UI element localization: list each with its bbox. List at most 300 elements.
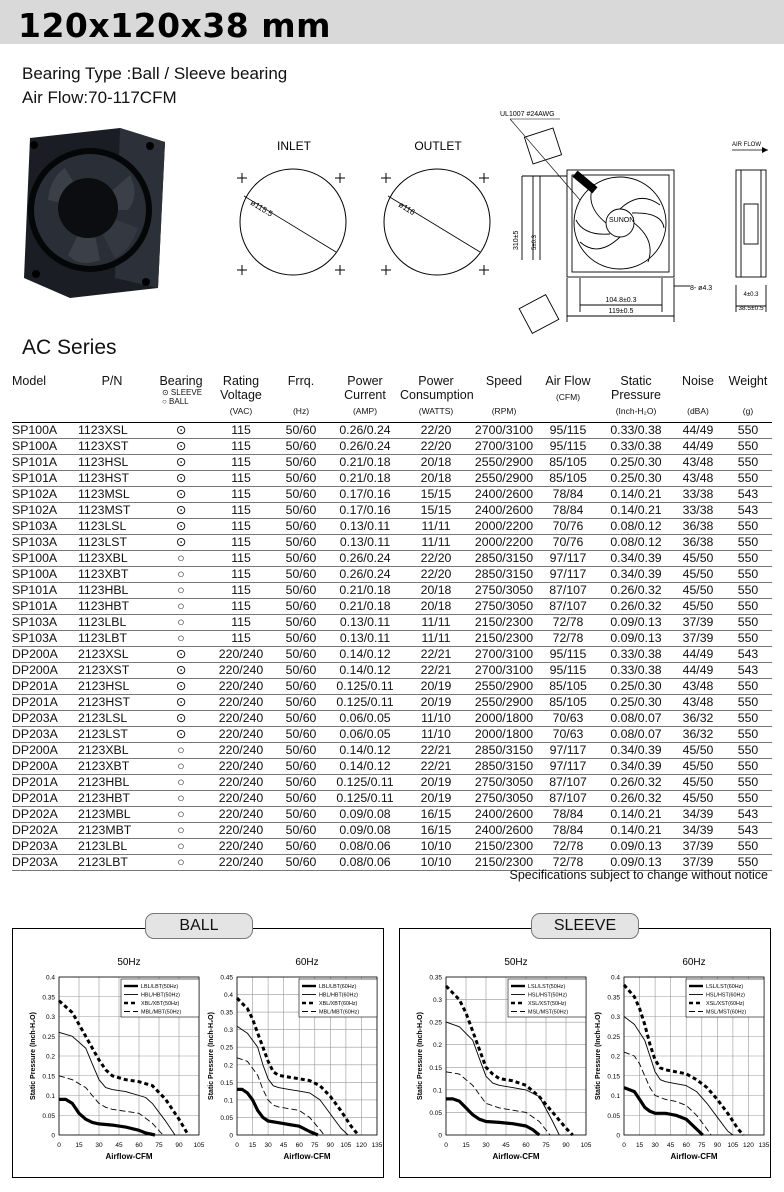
table-cell: 0.09/0.13 bbox=[600, 630, 672, 646]
legend-label: HBL/HBT(60Hz) bbox=[319, 992, 358, 999]
table-cell: 2400/2600 bbox=[472, 486, 536, 502]
y-tick-label: 0.4 bbox=[610, 974, 620, 982]
header-model: Model bbox=[12, 370, 72, 422]
table-cell: 2150/2300 bbox=[472, 838, 536, 854]
table-cell: DP201A bbox=[12, 694, 72, 710]
x-axis-label: Airflow-CFM bbox=[283, 1152, 331, 1161]
hole-dim: 8- ø4.3 bbox=[690, 285, 713, 292]
table-cell: ⊙ bbox=[152, 502, 210, 518]
x-tick-label: 45 bbox=[115, 1142, 123, 1149]
table-cell: 550 bbox=[724, 838, 772, 854]
table-cell: 20/19 bbox=[400, 774, 472, 790]
y-tick-label: 0.2 bbox=[432, 1042, 442, 1050]
table-cell: 44/49 bbox=[672, 662, 724, 678]
table-cell: ○ bbox=[152, 822, 210, 838]
table-row bbox=[12, 630, 772, 646]
table-cell: 1123XBT bbox=[72, 566, 152, 582]
table-cell: ○ bbox=[152, 582, 210, 598]
x-tick-label: 75 bbox=[311, 1142, 319, 1149]
table-cell: 10/10 bbox=[400, 838, 472, 854]
table-cell: SP103A bbox=[12, 614, 72, 630]
table-cell: 115 bbox=[210, 598, 272, 614]
table-cell: 2123LSL bbox=[72, 710, 152, 726]
table-cell: 0.26/0.24 bbox=[330, 422, 400, 438]
table-cell: 115 bbox=[210, 454, 272, 470]
x-tick-label: 15 bbox=[75, 1142, 83, 1149]
table-cell: ⊙ bbox=[152, 422, 210, 438]
table-cell: 2000/2200 bbox=[472, 534, 536, 550]
table-cell: SP103A bbox=[12, 534, 72, 550]
table-cell: 2150/2300 bbox=[472, 630, 536, 646]
y-tick-label: 0.35 bbox=[429, 974, 442, 982]
table-cell: 2850/3150 bbox=[472, 566, 536, 582]
table-cell: ○ bbox=[152, 630, 210, 646]
table-cell: 50/60 bbox=[272, 470, 330, 486]
table-cell: 220/240 bbox=[210, 726, 272, 742]
table-cell: 0.13/0.11 bbox=[330, 534, 400, 550]
table-cell: 87/107 bbox=[536, 774, 600, 790]
table-cell: 95/115 bbox=[536, 422, 600, 438]
table-cell: DP200A bbox=[12, 758, 72, 774]
table-cell: ○ bbox=[152, 774, 210, 790]
table-cell: 50/60 bbox=[272, 742, 330, 758]
table-cell: 44/49 bbox=[672, 438, 724, 454]
table-cell: ⊙ bbox=[152, 438, 210, 454]
table-cell: 2850/3150 bbox=[472, 550, 536, 566]
table-cell: 2750/3050 bbox=[472, 790, 536, 806]
table-cell: 22/21 bbox=[400, 758, 472, 774]
table-cell: 2150/2300 bbox=[472, 854, 536, 870]
table-cell: DP200A bbox=[12, 742, 72, 758]
table-cell: 36/38 bbox=[672, 518, 724, 534]
table-cell: 78/84 bbox=[536, 806, 600, 822]
table-cell: 115 bbox=[210, 630, 272, 646]
table-cell: 11/11 bbox=[400, 518, 472, 534]
table-cell: 0.25/0.30 bbox=[600, 694, 672, 710]
table-cell: 2550/2900 bbox=[472, 694, 536, 710]
x-tick-label: 60 bbox=[522, 1142, 530, 1149]
legend-label: XBL/XBT(60Hz) bbox=[319, 1001, 358, 1007]
table-cell: 78/84 bbox=[536, 502, 600, 518]
y-tick-label: 0.1 bbox=[223, 1097, 233, 1105]
table-cell: SP100A bbox=[12, 438, 72, 454]
header-pressure: Static Pressure (Inch-H₂O) bbox=[600, 370, 672, 422]
table-cell: 0.08/0.06 bbox=[330, 854, 400, 870]
chart-title: 60Hz bbox=[682, 957, 706, 968]
x-tick-label: 15 bbox=[635, 1142, 644, 1149]
table-row bbox=[12, 694, 772, 710]
table-cell: 2123XST bbox=[72, 662, 152, 678]
table-cell: 87/107 bbox=[536, 598, 600, 614]
table-cell: 0.09/0.13 bbox=[600, 614, 672, 630]
table-cell: 550 bbox=[724, 694, 772, 710]
x-tick-label: 105 bbox=[727, 1142, 739, 1149]
table-cell: 72/78 bbox=[536, 614, 600, 630]
y-tick-label: 0.3 bbox=[45, 1014, 55, 1021]
y-tick-label: 0.2 bbox=[610, 1053, 620, 1061]
table-cell: ⊙ bbox=[152, 470, 210, 486]
x-tick-label: 105 bbox=[193, 1142, 205, 1149]
table-cell: 97/117 bbox=[536, 742, 600, 758]
fan-photo bbox=[24, 128, 165, 298]
ball-chart-panel bbox=[12, 928, 384, 1178]
table-cell: 550 bbox=[724, 566, 772, 582]
side-dim-depth: 38.5±0.5 bbox=[738, 305, 764, 312]
table-cell: 0.14/0.12 bbox=[330, 758, 400, 774]
table-row bbox=[12, 534, 772, 550]
table-cell: 2123HBT bbox=[72, 790, 152, 806]
x-tick-label: 120 bbox=[356, 1142, 367, 1149]
table-cell: 115 bbox=[210, 438, 272, 454]
table-cell: 220/240 bbox=[210, 838, 272, 854]
table-cell: 50/60 bbox=[272, 838, 330, 854]
y-tick-label: 0.25 bbox=[429, 1019, 442, 1027]
table-cell: 87/107 bbox=[536, 790, 600, 806]
table-cell: 0.125/0.11 bbox=[330, 694, 400, 710]
table-cell: 0.33/0.38 bbox=[600, 438, 672, 454]
table-cell: 0.26/0.32 bbox=[600, 598, 672, 614]
table-cell: 550 bbox=[724, 710, 772, 726]
table-cell: 20/19 bbox=[400, 694, 472, 710]
table-cell: 550 bbox=[724, 454, 772, 470]
chart-ball-60Hz bbox=[208, 957, 383, 1161]
table-cell: 550 bbox=[724, 630, 772, 646]
table-cell: 550 bbox=[724, 742, 772, 758]
table-cell: 0.21/0.18 bbox=[330, 582, 400, 598]
table-cell: 2000/1800 bbox=[472, 710, 536, 726]
y-tick-label: 0.4 bbox=[223, 992, 233, 1000]
table-cell: SP101A bbox=[12, 470, 72, 486]
legend-label: MSL/MST(50Hz) bbox=[528, 1009, 569, 1016]
x-tick-label: 0 bbox=[235, 1142, 239, 1149]
inlet-diameter: ø115.5 bbox=[248, 198, 275, 219]
table-cell: 50/60 bbox=[272, 646, 330, 662]
table-row bbox=[12, 486, 772, 502]
x-tick-label: 135 bbox=[371, 1142, 383, 1149]
table-cell: 50/60 bbox=[272, 422, 330, 438]
x-tick-label: 90 bbox=[326, 1142, 334, 1149]
x-tick-label: 15 bbox=[248, 1142, 257, 1149]
table-row bbox=[12, 582, 772, 598]
table-cell: 0.08/0.07 bbox=[600, 710, 672, 726]
table-cell: 550 bbox=[724, 758, 772, 774]
y-tick-label: 0.4 bbox=[45, 974, 55, 982]
sleeve-charts bbox=[400, 929, 772, 1179]
table-cell: 0.08/0.12 bbox=[600, 534, 672, 550]
table-cell: 2700/3100 bbox=[472, 646, 536, 662]
table-cell: 34/39 bbox=[672, 806, 724, 822]
table-cell: 220/240 bbox=[210, 774, 272, 790]
table-cell: DP201A bbox=[12, 790, 72, 806]
table-cell: 0.13/0.11 bbox=[330, 614, 400, 630]
air-flow-text: Air Flow:70-117CFM bbox=[22, 88, 177, 107]
y-tick-label: 0.3 bbox=[223, 1027, 233, 1035]
table-cell: 0.33/0.38 bbox=[600, 422, 672, 438]
y-tick-label: 0.2 bbox=[223, 1062, 233, 1070]
table-cell: 10/10 bbox=[400, 854, 472, 870]
table-cell: 43/48 bbox=[672, 454, 724, 470]
table-cell: 50/60 bbox=[272, 694, 330, 710]
x-tick-label: 0 bbox=[57, 1142, 61, 1149]
table-cell: 2123HSL bbox=[72, 678, 152, 694]
table-cell: 543 bbox=[724, 502, 772, 518]
y-tick-label: 0 bbox=[51, 1132, 55, 1140]
table-cell: 1123HBL bbox=[72, 582, 152, 598]
table-cell: 0.34/0.39 bbox=[600, 758, 672, 774]
side-dim-flange: 4±0.3 bbox=[743, 292, 759, 298]
table-cell: 50/60 bbox=[272, 726, 330, 742]
table-cell: 45/50 bbox=[672, 582, 724, 598]
table-cell: 1123MST bbox=[72, 502, 152, 518]
x-axis-label: Airflow-CFM bbox=[105, 1152, 153, 1161]
table-cell: ⊙ bbox=[152, 678, 210, 694]
ball-charts bbox=[13, 929, 385, 1179]
x-tick-label: 75 bbox=[698, 1142, 706, 1149]
y-tick-label: 0.15 bbox=[429, 1064, 442, 1072]
table-cell: 22/21 bbox=[400, 742, 472, 758]
table-cell: 2750/3050 bbox=[472, 582, 536, 598]
table-cell: 0.21/0.18 bbox=[330, 470, 400, 486]
table-cell: 22/21 bbox=[400, 662, 472, 678]
table-cell: 36/32 bbox=[672, 726, 724, 742]
x-tick-label: 0 bbox=[622, 1142, 626, 1149]
table-cell: 2123LBL bbox=[72, 838, 152, 854]
spec-notice: Specifications subject to change without notice bbox=[509, 868, 768, 882]
x-tick-label: 90 bbox=[175, 1142, 183, 1149]
table-cell: 37/39 bbox=[672, 614, 724, 630]
table-row bbox=[12, 678, 772, 694]
table-cell: 0.06/0.05 bbox=[330, 726, 400, 742]
y-axis-label: Static Pressure (Inch-H₂O) bbox=[30, 1012, 37, 1100]
table-cell: 0.33/0.38 bbox=[600, 662, 672, 678]
table-cell: 16/15 bbox=[400, 822, 472, 838]
table-cell: 78/84 bbox=[536, 822, 600, 838]
table-cell: 550 bbox=[724, 534, 772, 550]
table-cell: 33/38 bbox=[672, 502, 724, 518]
table-cell: 0.08/0.12 bbox=[600, 518, 672, 534]
y-tick-label: 0.2 bbox=[45, 1053, 55, 1061]
y-tick-label: 0.1 bbox=[610, 1093, 620, 1100]
table-cell: 220/240 bbox=[210, 710, 272, 726]
table-cell: 45/50 bbox=[672, 758, 724, 774]
legend-label: LSL/LST(60Hz) bbox=[706, 984, 744, 990]
table-row bbox=[12, 550, 772, 566]
table-cell: 2150/2300 bbox=[472, 614, 536, 630]
x-tick-label: 30 bbox=[482, 1142, 490, 1149]
series-line bbox=[59, 1099, 155, 1135]
y-tick-label: 0.15 bbox=[42, 1073, 55, 1081]
table-cell: 550 bbox=[724, 422, 772, 438]
table-cell: 2750/3050 bbox=[472, 774, 536, 790]
table-cell: 1123HBT bbox=[72, 598, 152, 614]
table-cell: 0.14/0.12 bbox=[330, 662, 400, 678]
table-cell: 220/240 bbox=[210, 758, 272, 774]
table-cell: 220/240 bbox=[210, 790, 272, 806]
spec-table-body bbox=[12, 422, 772, 870]
table-cell: 2123LST bbox=[72, 726, 152, 742]
table-cell: 15/15 bbox=[400, 502, 472, 518]
table-row bbox=[12, 438, 772, 454]
table-cell: 50/60 bbox=[272, 598, 330, 614]
table-cell: 0.14/0.12 bbox=[330, 646, 400, 662]
table-cell: 0.26/0.32 bbox=[600, 790, 672, 806]
x-tick-label: 120 bbox=[743, 1142, 754, 1149]
legend-label: XBL/XBT(50Hz) bbox=[141, 1001, 180, 1007]
table-cell: 220/240 bbox=[210, 806, 272, 822]
brand-label: SUNON bbox=[609, 217, 635, 224]
y-tick-label: 0.25 bbox=[220, 1044, 233, 1052]
table-row bbox=[12, 822, 772, 838]
table-cell: 20/18 bbox=[400, 582, 472, 598]
x-tick-label: 75 bbox=[155, 1142, 163, 1149]
table-cell: ○ bbox=[152, 854, 210, 870]
table-cell: ⊙ bbox=[152, 454, 210, 470]
table-cell: 0.34/0.39 bbox=[600, 566, 672, 582]
header-power: Power Consumption (WATTS) bbox=[400, 370, 472, 422]
table-cell: 543 bbox=[724, 646, 772, 662]
table-cell: 22/20 bbox=[400, 438, 472, 454]
x-tick-label: 90 bbox=[562, 1142, 570, 1149]
header-voltage: Rating Voltage (VAC) bbox=[210, 370, 272, 422]
table-row bbox=[12, 598, 772, 614]
table-cell: 0.25/0.30 bbox=[600, 678, 672, 694]
table-cell: ⊙ bbox=[152, 486, 210, 502]
table-cell: 22/20 bbox=[400, 566, 472, 582]
x-axis-label: Airflow-CFM bbox=[670, 1152, 718, 1161]
y-tick-label: 0.05 bbox=[42, 1112, 55, 1120]
table-cell: SP103A bbox=[12, 630, 72, 646]
table-cell: 0.125/0.11 bbox=[330, 774, 400, 790]
table-cell: 2123HBL bbox=[72, 774, 152, 790]
y-tick-label: 0.25 bbox=[42, 1033, 55, 1041]
header-frequency: Frrq. (Hz) bbox=[272, 370, 330, 422]
table-row bbox=[12, 566, 772, 582]
table-cell: 50/60 bbox=[272, 678, 330, 694]
table-cell: 0.34/0.39 bbox=[600, 742, 672, 758]
table-cell: 0.08/0.06 bbox=[330, 838, 400, 854]
table-cell: 115 bbox=[210, 566, 272, 582]
table-cell: 1123LST bbox=[72, 534, 152, 550]
legend-label: LBL/LBT(60Hz) bbox=[319, 984, 357, 990]
table-cell: 2850/3150 bbox=[472, 742, 536, 758]
table-cell: 85/105 bbox=[536, 470, 600, 486]
x-tick-label: 30 bbox=[651, 1142, 659, 1149]
table-cell: 1123LBT bbox=[72, 630, 152, 646]
table-cell: 115 bbox=[210, 582, 272, 598]
table-cell: 43/48 bbox=[672, 678, 724, 694]
lead-length-dim: 310±5 bbox=[513, 230, 520, 250]
table-cell: ⊙ bbox=[152, 694, 210, 710]
chart-sleeve-60Hz bbox=[595, 957, 770, 1161]
table-cell: 115 bbox=[210, 502, 272, 518]
table-cell: 95/115 bbox=[536, 662, 600, 678]
legend-label: XSL/XST(60Hz) bbox=[706, 1001, 745, 1007]
outlet-diameter: ø116 bbox=[396, 200, 417, 218]
table-cell: 50/60 bbox=[272, 614, 330, 630]
table-cell: 33/38 bbox=[672, 486, 724, 502]
table-cell: 50/60 bbox=[272, 806, 330, 822]
table-cell: 1123XST bbox=[72, 438, 152, 454]
sleeve-panel-tab: SLEEVE bbox=[531, 913, 639, 939]
y-tick-label: 0.3 bbox=[610, 1014, 620, 1021]
table-cell: 50/60 bbox=[272, 822, 330, 838]
table-cell: 0.08/0.07 bbox=[600, 726, 672, 742]
table-cell: 0.26/0.24 bbox=[330, 566, 400, 582]
x-tick-label: 60 bbox=[295, 1142, 303, 1149]
x-tick-label: 30 bbox=[95, 1142, 103, 1149]
table-cell: ○ bbox=[152, 806, 210, 822]
table-row bbox=[12, 614, 772, 630]
header-noise: Noise (dBA) bbox=[672, 370, 724, 422]
table-row bbox=[12, 838, 772, 854]
table-cell: 43/48 bbox=[672, 470, 724, 486]
legend-label: XSL/XST(50Hz) bbox=[528, 1001, 567, 1007]
table-cell: 115 bbox=[210, 614, 272, 630]
series-line bbox=[446, 1099, 539, 1135]
table-cell: 44/49 bbox=[672, 646, 724, 662]
table-cell: 2000/2200 bbox=[472, 518, 536, 534]
table-cell: 2850/3150 bbox=[472, 758, 536, 774]
table-cell: 15/15 bbox=[400, 486, 472, 502]
table-cell: SP102A bbox=[12, 486, 72, 502]
table-cell: 50/60 bbox=[272, 534, 330, 550]
header-current: Power Current (AMP) bbox=[330, 370, 400, 422]
table-cell: 0.21/0.18 bbox=[330, 454, 400, 470]
table-cell: SP100A bbox=[12, 422, 72, 438]
width-outer-dim: 119±0.5 bbox=[608, 308, 634, 315]
table-cell: ○ bbox=[152, 742, 210, 758]
chart-title: 50Hz bbox=[504, 957, 528, 968]
width-inner-dim: 104.8±0.3 bbox=[605, 297, 637, 304]
x-tick-label: 60 bbox=[682, 1142, 690, 1149]
table-cell: SP102A bbox=[12, 502, 72, 518]
table-cell: 220/240 bbox=[210, 822, 272, 838]
table-cell: 543 bbox=[724, 806, 772, 822]
table-cell: 550 bbox=[724, 470, 772, 486]
table-cell: 220/240 bbox=[210, 678, 272, 694]
table-cell: 50/60 bbox=[272, 662, 330, 678]
table-cell: 0.09/0.13 bbox=[600, 838, 672, 854]
table-cell: 1123XSL bbox=[72, 422, 152, 438]
table-cell: 0.13/0.11 bbox=[330, 518, 400, 534]
table-cell: 550 bbox=[724, 582, 772, 598]
table-cell: 1123LSL bbox=[72, 518, 152, 534]
table-cell: 0.13/0.11 bbox=[330, 630, 400, 646]
table-row bbox=[12, 502, 772, 518]
y-axis-label: Static Pressure (Inch-H₂O) bbox=[208, 1012, 215, 1100]
table-cell: 550 bbox=[724, 790, 772, 806]
table-cell: 45/50 bbox=[672, 742, 724, 758]
legend-label: MBL/MBT(50Hz) bbox=[141, 1009, 182, 1016]
y-tick-label: 0.35 bbox=[42, 994, 55, 1002]
table-cell: 11/11 bbox=[400, 534, 472, 550]
series-line bbox=[237, 1026, 348, 1135]
table-cell: 16/15 bbox=[400, 806, 472, 822]
table-cell: ○ bbox=[152, 790, 210, 806]
table-cell: 11/10 bbox=[400, 710, 472, 726]
table-cell: 37/39 bbox=[672, 630, 724, 646]
table-cell: 2700/3100 bbox=[472, 662, 536, 678]
table-cell: 220/240 bbox=[210, 854, 272, 870]
table-cell: 2400/2600 bbox=[472, 806, 536, 822]
table-cell: SP101A bbox=[12, 598, 72, 614]
table-cell: 1123HST bbox=[72, 470, 152, 486]
table-row bbox=[12, 662, 772, 678]
x-tick-label: 0 bbox=[444, 1142, 448, 1149]
x-tick-label: 105 bbox=[340, 1142, 352, 1149]
header-bearing: Bearing ⊙ SLEEVE ○ BALL bbox=[152, 370, 210, 422]
y-tick-label: 0.35 bbox=[607, 994, 620, 1002]
